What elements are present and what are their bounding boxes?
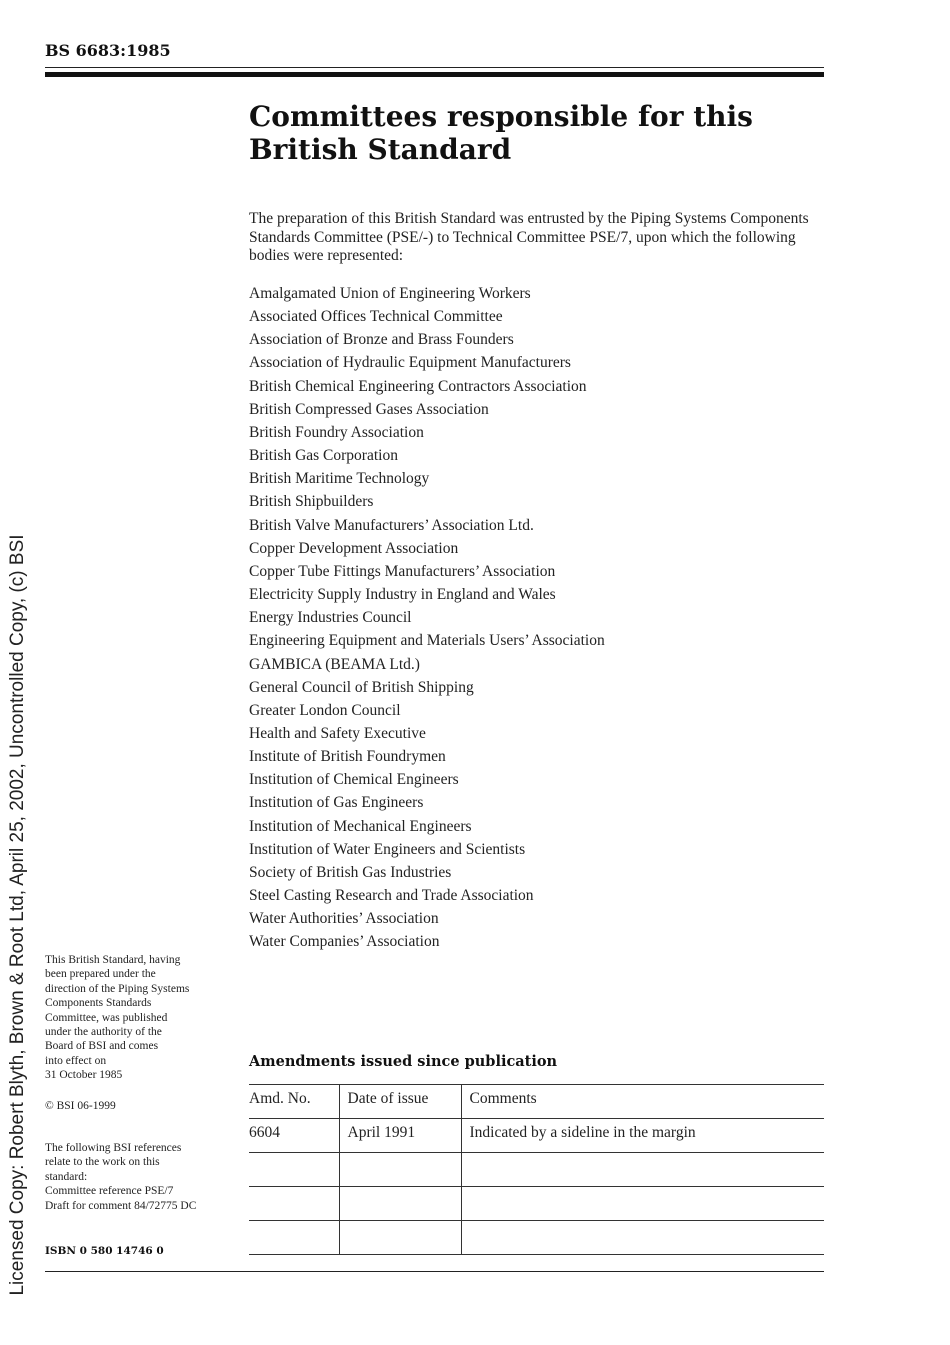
table-header-row [249, 1085, 824, 1119]
publication-note-line: into effect on [45, 1054, 107, 1067]
title-line-1: Committees responsible for this [249, 100, 753, 133]
table-cell [461, 1221, 824, 1255]
table-row [249, 1221, 824, 1255]
publication-note-line: Components Standards [45, 997, 152, 1010]
table-row [249, 1153, 824, 1187]
publication-note-line: under the authority of the [45, 1026, 162, 1039]
list-item: Amalgamated Union of Engineering Workers [249, 285, 531, 302]
license-watermark: Licensed Copy: Robert Blyth, Brown & Root Ltd, April 25, 2002, Uncontrolled Copy, (c) BSI [7, 534, 28, 1296]
table-cell [461, 1187, 824, 1221]
publication-note-line: 31 October 1985 [45, 1069, 123, 1082]
reference-line: relate to the work on this [45, 1156, 160, 1169]
table-cell [249, 1187, 339, 1221]
page-title [249, 100, 824, 166]
list-item: Greater London Council [249, 701, 401, 719]
column-header: Date of issue [339, 1085, 461, 1119]
list-item: Society of British Gas Industries [249, 863, 452, 881]
isbn: ISBN 0 580 14746 0 [45, 1245, 164, 1257]
list-item: Associated Offices Technical Committee [249, 308, 503, 326]
amendments-title: Amendments issued since publication [249, 1053, 558, 1070]
reference-line: standard: [45, 1170, 88, 1183]
header-rule-thick [45, 72, 824, 77]
publication-note-line: direction of the Piping Systems [45, 982, 190, 995]
list-item: Copper Development Association [249, 539, 459, 557]
list-item: Electricity Supply Industry in England and Wales [249, 586, 556, 604]
publication-note-line: been prepared under the [45, 968, 156, 981]
copyright-note: © BSI 06-1999 [45, 1100, 116, 1112]
publication-note-line: Board of BSI and comes [45, 1040, 159, 1053]
list-item: Water Companies’ Association [249, 933, 440, 951]
title-line-2: British Standard [249, 133, 512, 166]
reference-line: Draft for comment 84/72775 DC [45, 1199, 197, 1212]
reference-line: The following BSI references [45, 1142, 182, 1154]
table-cell [461, 1153, 824, 1187]
list-item: Institution of Chemical Engineers [249, 771, 459, 789]
list-item: Energy Industries Council [249, 609, 412, 627]
list-item: British Compressed Gases Association [249, 400, 489, 418]
amendments-table [249, 1084, 824, 1255]
header-rule-thin [45, 67, 824, 68]
table-cell [249, 1153, 339, 1187]
reference-line: Committee reference PSE/7 [45, 1185, 174, 1198]
list-item: British Foundry Association [249, 423, 424, 441]
publication-note [45, 953, 240, 1083]
footer-rule [45, 1271, 824, 1272]
list-item: British Gas Corporation [249, 447, 398, 465]
list-item: Health and Safety Executive [249, 724, 426, 742]
list-item: Steel Casting Research and Trade Association [249, 887, 534, 905]
standard-number: BS 6683:1985 [45, 41, 171, 60]
list-item: Copper Tube Fittings Manufacturers’ Association [249, 562, 556, 580]
list-item: Association of Hydraulic Equipment Manufacturers [249, 354, 571, 372]
table-cell [339, 1221, 461, 1255]
intro-paragraph: The preparation of this British Standard was entrusted by the Piping Systems Components Standards Committee (PSE/-) to Technical Committee PSE/7, upon which the following bodies were represented: [249, 210, 809, 264]
list-item: General Council of British Shipping [249, 678, 474, 696]
list-item: Engineering Equipment and Materials Users’ Association [249, 632, 605, 650]
table-cell [339, 1187, 461, 1221]
publication-note-line: Committee, was published [45, 1011, 168, 1024]
publication-note-line: This British Standard, having [45, 954, 181, 966]
table-cell: April 1991 [339, 1119, 461, 1153]
list-item: Institute of British Foundrymen [249, 748, 446, 766]
list-item: Institution of Water Engineers and Scientists [249, 840, 526, 858]
table-cell [249, 1221, 339, 1255]
list-item: GAMBICA (BEAMA Ltd.) [249, 655, 420, 673]
list-item: Institution of Gas Engineers [249, 794, 424, 812]
list-item: Water Authorities’ Association [249, 910, 439, 928]
list-item: Association of Bronze and Brass Founders [249, 331, 514, 349]
represented-bodies-list [249, 282, 605, 954]
column-header: Amd. No. [249, 1085, 339, 1119]
list-item: British Shipbuilders [249, 493, 374, 511]
table-cell: Indicated by a sideline in the margin [461, 1119, 824, 1153]
list-item: British Valve Manufacturers’ Association Ltd. [249, 516, 534, 534]
table-cell: 6604 [249, 1119, 339, 1153]
table-cell [339, 1153, 461, 1187]
list-item: Institution of Mechanical Engineers [249, 817, 472, 835]
table-row [249, 1119, 824, 1153]
column-header: Comments [461, 1085, 824, 1119]
table-row [249, 1187, 824, 1221]
bsi-references [45, 1141, 240, 1213]
list-item: British Chemical Engineering Contractors Association [249, 377, 587, 395]
list-item: British Maritime Technology [249, 470, 430, 488]
